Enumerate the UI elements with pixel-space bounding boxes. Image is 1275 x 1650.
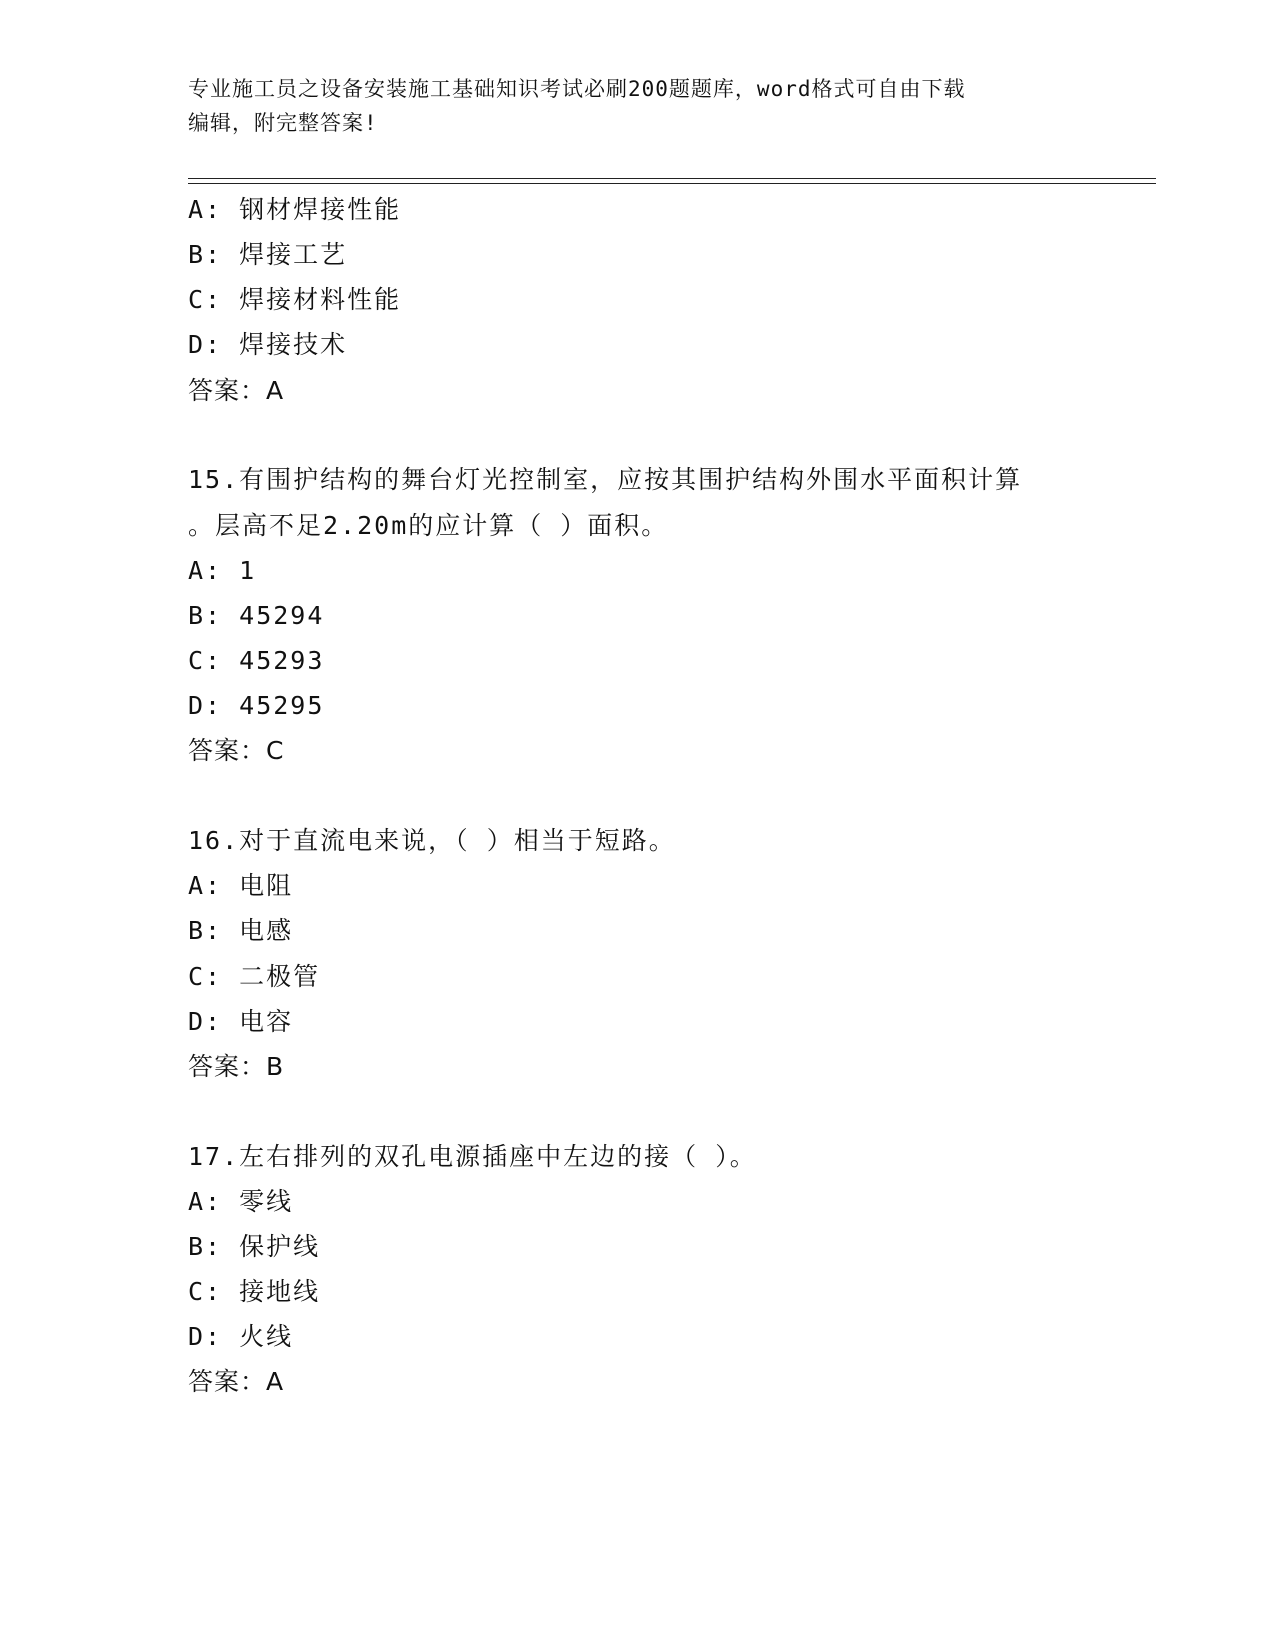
q14-answer: 答案：A — [188, 376, 285, 405]
q16-option-b: B: 电感 — [188, 916, 294, 945]
q16-option-a: A: 电阻 — [188, 871, 294, 900]
q14-option-c: C: 焊接材料性能 — [188, 285, 402, 314]
q17-option-a: A: 零线 — [188, 1187, 294, 1216]
q15-option-c: C: 45293 — [188, 646, 325, 675]
q16-stem-line-1: 16.对于直流电来说，（ ）相当于短路。 — [188, 826, 676, 855]
q15-option-d: D: 45295 — [188, 691, 325, 720]
q17-option-d: D: 火线 — [188, 1322, 294, 1351]
q17-stem-line-1: 17.左右排列的双孔电源插座中左边的接（ ）。 — [188, 1142, 757, 1171]
q16-option-c: C: 二极管 — [188, 962, 321, 991]
header-divider-bottom — [188, 183, 1156, 184]
document-header — [188, 72, 1088, 140]
q17-answer: 答案：A — [188, 1367, 285, 1396]
q15-answer: 答案：C — [188, 736, 285, 765]
header-title-line-1: 专业施工员之设备安装施工基础知识考试必刷200题题库，word格式可自由下载 — [188, 77, 966, 101]
q17-option-c: C: 接地线 — [188, 1277, 321, 1306]
header-title-line-2: 编辑，附完整答案! — [188, 111, 378, 135]
q15-option-b: B: 45294 — [188, 601, 325, 630]
q16-option-d: D: 电容 — [188, 1007, 294, 1036]
q16-answer: 答案：B — [188, 1052, 285, 1081]
q14-option-d: D: 焊接技术 — [188, 330, 348, 359]
q17-option-b: B: 保护线 — [188, 1232, 321, 1261]
q15-option-a: A: 1 — [188, 556, 257, 585]
header-divider-top — [188, 178, 1156, 179]
q14-option-a: A: 钢材焊接性能 — [188, 195, 402, 224]
q14-option-b: B: 焊接工艺 — [188, 240, 348, 269]
q15-stem-line-2: 。层高不足2.20m的应计算（ ）面积。 — [188, 511, 669, 540]
q15-stem-line-1: 15.有围护结构的舞台灯光控制室，应按其围护结构外围水平面积计算 — [188, 465, 1023, 494]
